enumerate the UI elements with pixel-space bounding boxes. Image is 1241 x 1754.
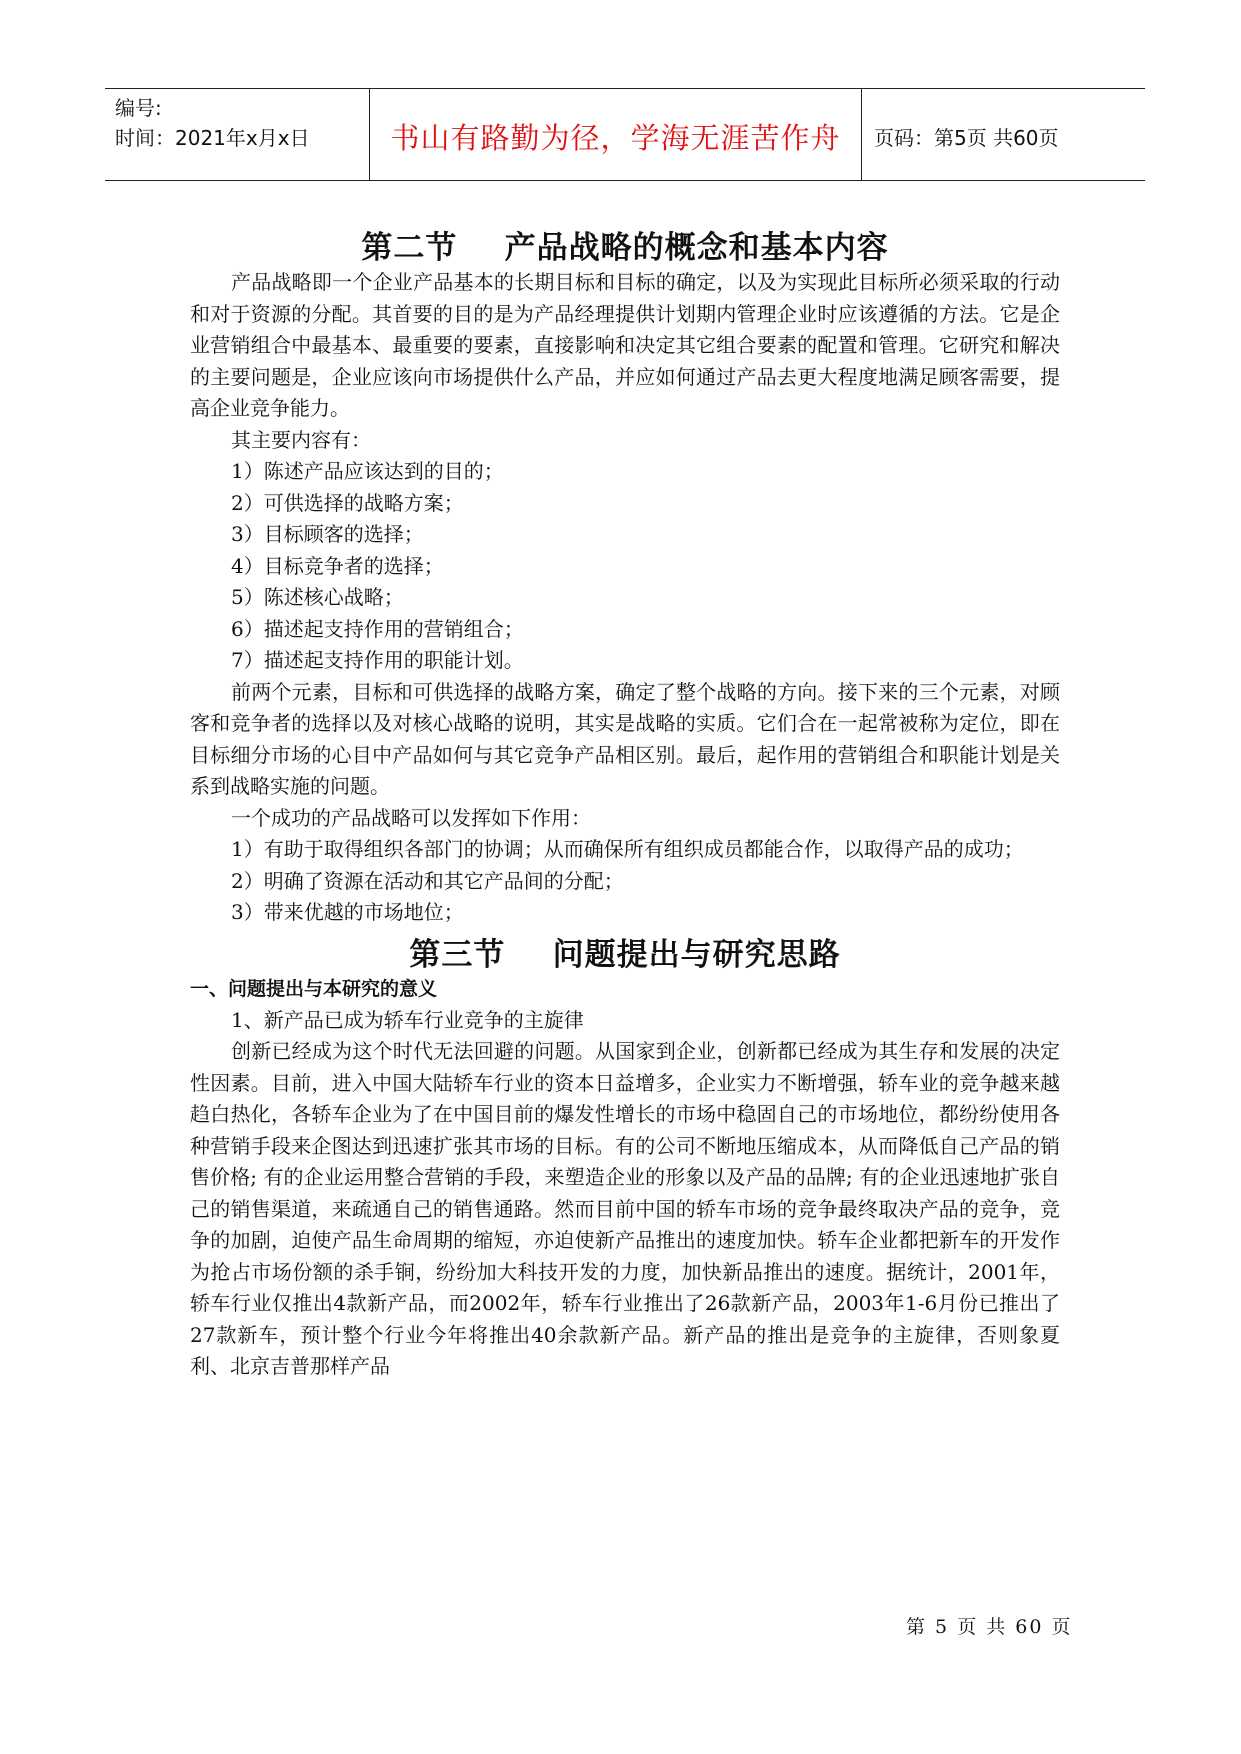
section-3-point-1: 1、新产品已成为轿车行业竞争的主旋律 [231,1007,584,1032]
header-number-label: 编号: [115,96,162,120]
content-item-4: 4）目标竞争者的选择； [231,553,444,578]
section-3-subheading: 一、问题提出与本研究的意义 [190,977,438,1000]
content-item-2: 2）可供选择的战略方案； [231,490,464,515]
header-meta-cell [105,89,370,180]
content-item-1: 1）陈述产品应该达到的目的； [231,459,504,483]
roles-intro: 一个成功的产品战略可以发挥如下作用： [231,805,591,830]
document-body [190,222,1060,1383]
content-item-3: 3）目标顾客的选择； [231,522,424,546]
section-2-paragraph-2: 前两个元素，目标和可供选择的战略方案，确定了整个战略的方向。接下来的三个元素，对顾客和竞争者的选择以及对核心战略的说明，其实是战略的实质。它们合在一起常被称为定位，即在目标细分市场的心目中产品如何与其它竞争产品相区别。最后，起作用的营销组合和职能计划是关系到战略实施的问题。 [190,679,1060,798]
page-footer: 第 5 页 共 60 页 [906,1616,1073,1638]
header-motto: 书山有路勤为径，学海无涯苦作舟 [370,89,862,180]
header-page-label: 页码：第5页 共60页 [874,126,1059,150]
document-header [105,88,1145,181]
header-time-label: 时间：2021年x月x日 [115,126,310,150]
role-item-2: 2）明确了资源在活动和其它产品间的分配； [231,868,624,893]
section-2-paragraph-1: 产品战略即一个企业产品基本的长期目标和目标的确定，以及为实现此目标所必须采取的行动和对于资源的分配。其首要的目的是为产品经理提供计划期内管理企业时应该遵循的方法。它是企业营销组合中最基本、最重要的要素，直接影响和决定其它组合要素的配置和管理。它研究和解决的主要问题是，企业应该向市场提供什么产品，并应如何通过产品去更大程度地满足顾客需要，提高企业竞争能力。 [190,270,1060,420]
content-item-5: 5）陈述核心战略； [231,585,404,609]
contents-intro: 其主要内容有： [231,427,371,452]
role-item-1: 1）有助于取得组织各部门的协调；从而确保所有组织成员都能合作，以取得产品的成功； [231,837,1024,861]
content-item-6: 6）描述起支持作用的营销组合； [231,616,524,641]
section-3-title: 第三节 问题提出与研究思路 [409,936,841,973]
role-item-3: 3）带来优越的市场地位； [231,900,464,924]
section-3-paragraph-1: 创新已经成为这个时代无法回避的问题。从国家到企业，创新都已经成为其生存和发展的决定性因素。目前，进入中国大陆轿车行业的资本日益增多，企业实力不断增强，轿车业的竞争越来越趋白热化，各轿车企业为了在中国目前的爆发性增长的市场中稳固自己的市场地位，都纷纷使用各种营销手段来企图达到迅速扩张其市场的目标。有的公司不断地压缩成本，从而降低自己产品的销售价格; 有的企业运用整合营销的手段，来塑造企业的形象以及产品的品牌; 有的企业迅速地扩张自己的销售渠道，来疏通自己的销售通路。然而目前中国的轿车市场的竞争最终取决产品的竞争，竞争的加剧，迫使产品生命周期的缩短，亦迫使新产品推出的速度加快。轿车企业都把新车的开发作为抢占市场份额的杀手锏，纷纷加大科技开发的力度，加快新品推出的速度。据统计，2001年，轿车行业仅推出4款新产品，而2002年，轿车行业推出了26款新产品，2003年1-6月份已推出了27款新车，预计整个行业今年将推出40余款新产品。新产品的推出是竞争的主旋律，否则象夏利、北京吉普那样产品 [190,1039,1060,1378]
section-2-title: 第二节 产品战略的概念和基本内容 [361,230,889,266]
content-item-7: 7）描述起支持作用的职能计划。 [231,648,524,672]
